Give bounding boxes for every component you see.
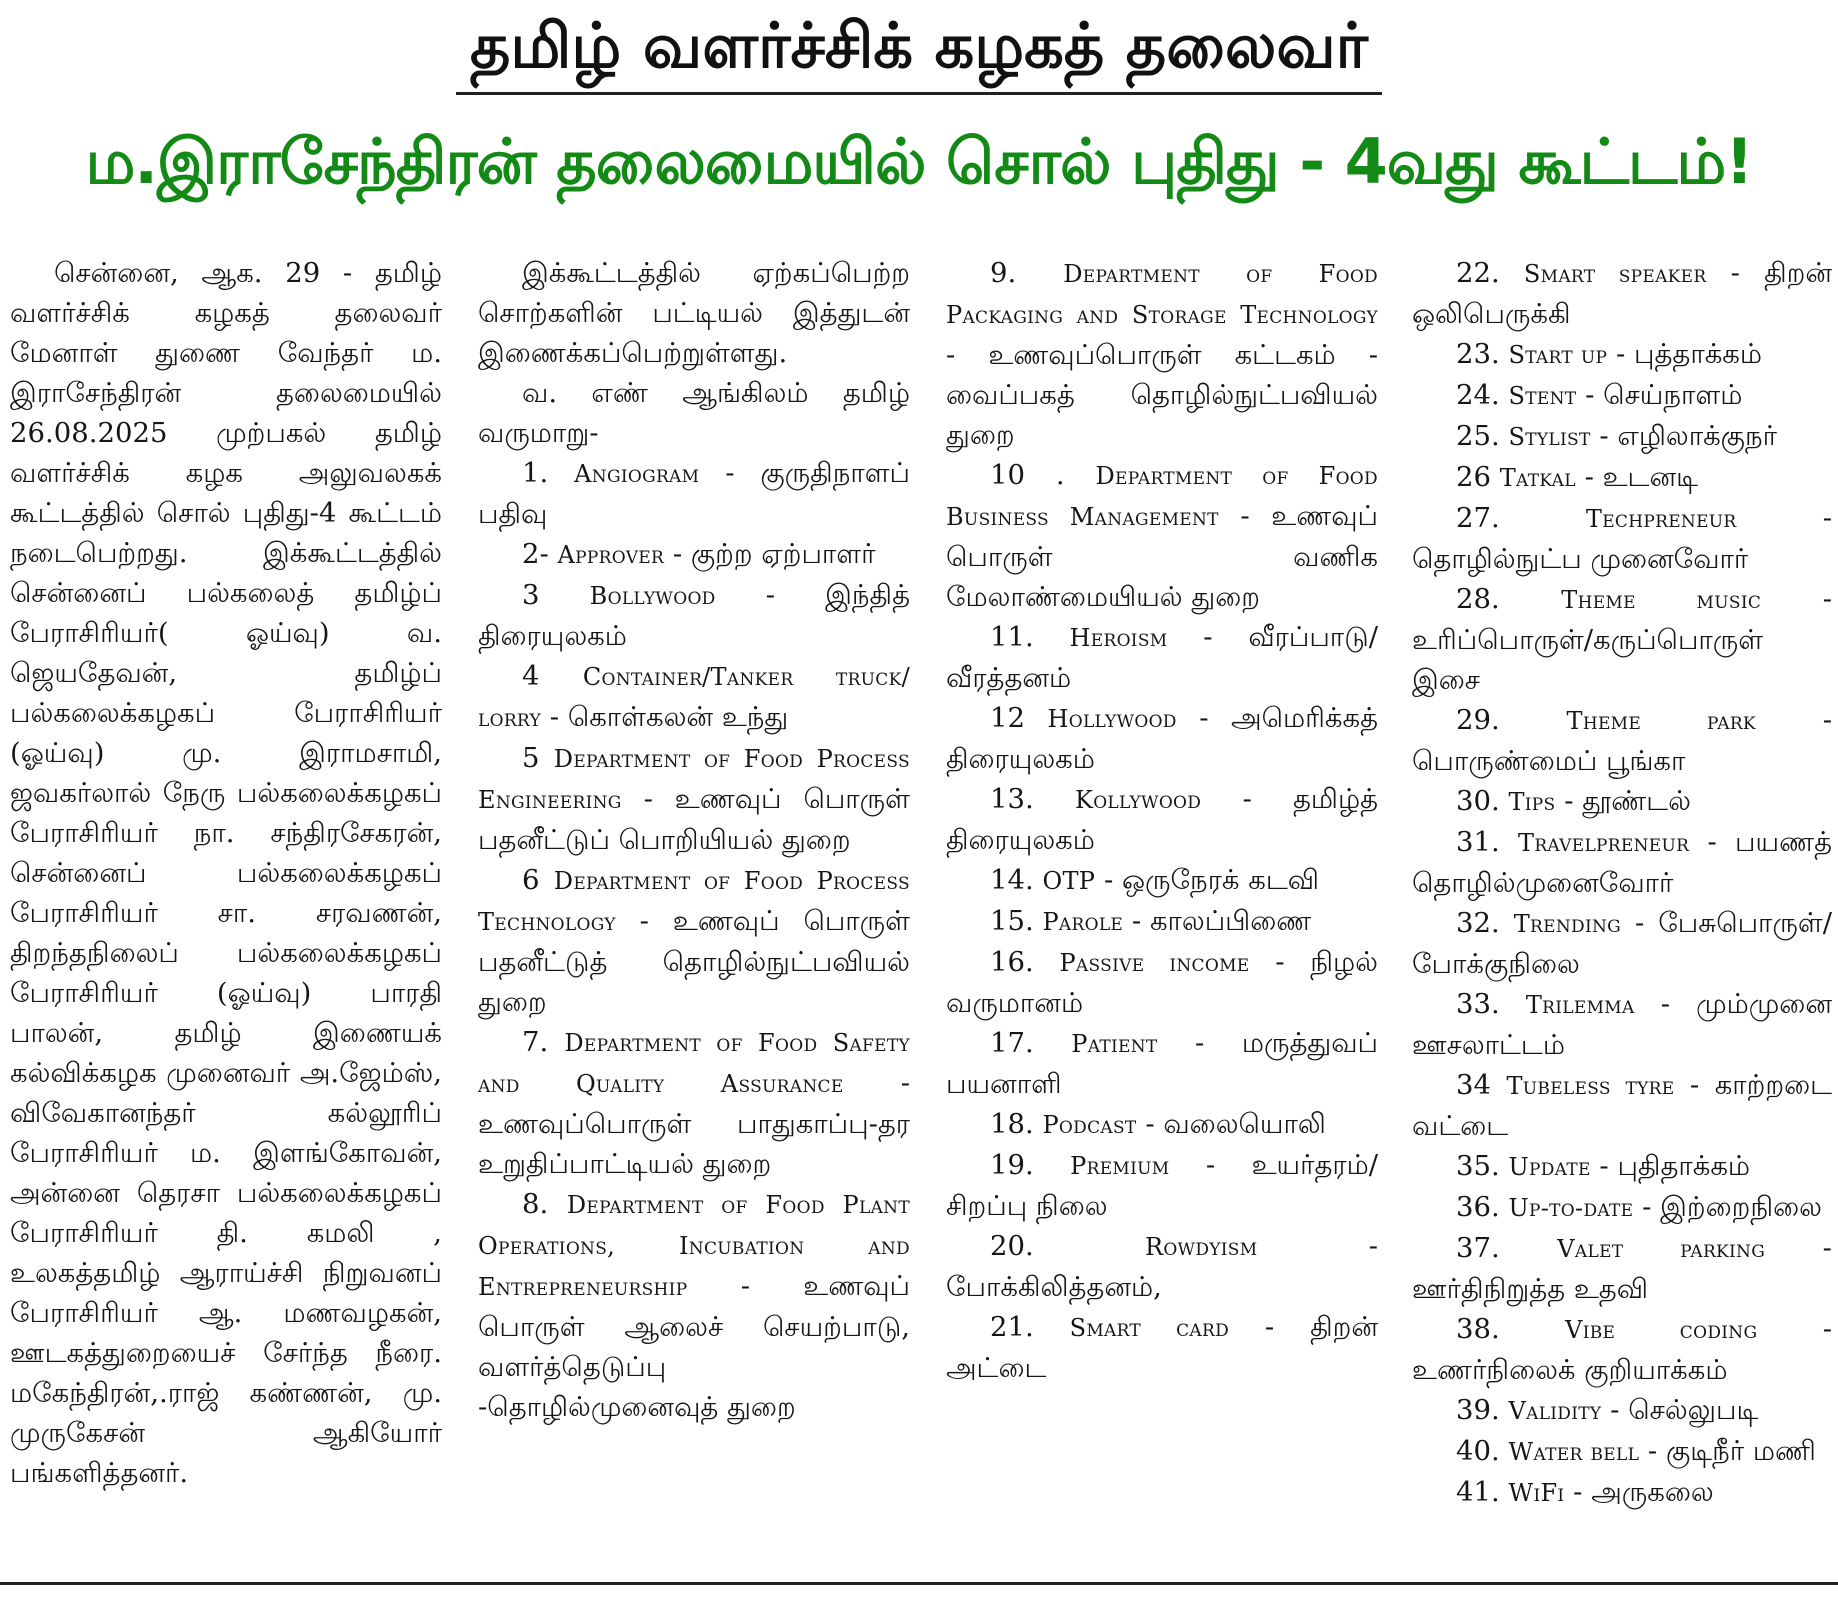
glossary-item: 19. Premium - உயர்தரம்/ சிறப்பு நிலை <box>946 1149 1378 1222</box>
glossary-item: 30. Tips - தூண்டல் <box>1456 785 1691 817</box>
glossary-item: 27. Techpreneur - தொழில்நுட்ப முனைவோர் <box>1412 502 1832 575</box>
body-paragraph-list-intro: இக்கூட்டத்தில் ஏற்கப்பெற்ற சொற்களின் பட்டியல் இத்துடன் இணைக்கப்பெற்றுள்ளது. <box>478 257 910 369</box>
glossary-item: 10 . Department of Food Business Management - உணவுப் பொருள் வணிக மேலாண்மையியல் துறை <box>946 459 1378 613</box>
glossary-item: 2- Approver - குற்ற ஏற்பாளர் <box>522 538 876 570</box>
glossary-item: 15. Parole - காலப்பிணை <box>990 905 1312 937</box>
glossary-item: 24. Stent - செய்நாளம் <box>1456 379 1743 411</box>
glossary-item: 25. Stylist - எழிலாக்குநர் <box>1456 420 1777 452</box>
glossary-item: 23. Start up - புத்தாக்கம் <box>1456 338 1762 370</box>
glossary-item: 21. Smart card - திறன் அட்டை <box>946 1311 1378 1384</box>
glossary-item: 3 Bollywood - இந்தித் திரையுலகம் <box>478 579 910 652</box>
glossary-item: 8. Department of Food Plant Operations, Incubation and Entrepreneurship - உணவுப் பொருள் ஆலைச் செயற்பாடு, வளர்த்தெடுப்பு -தொழில்முனைவுத் துறை <box>478 1188 910 1423</box>
glossary-item: 41. WiFi - அருகலை <box>1456 1476 1714 1508</box>
bottom-rule <box>0 1582 1838 1585</box>
column-2 <box>478 253 910 1563</box>
glossary-item: 12 Hollywood - அமெரிக்கத் திரையுலகம் <box>946 702 1378 775</box>
glossary-item: 13. Kollywood - தமிழ்த் திரையுலகம் <box>946 783 1378 856</box>
glossary-item: 32. Trending - பேசுபொருள்/போக்குநிலை <box>1412 907 1832 980</box>
glossary-item: 20. Rowdyism - போக்கிலித்தனம், <box>946 1230 1378 1303</box>
kicker-text: தமிழ் வளர்ச்சிக் கழகத் தலைவர் <box>456 4 1382 95</box>
headline: ம.இராசேந்திரன் தலைமையில் சொல் புதிது - 4வது கூட்டம்! <box>85 125 1753 198</box>
kicker <box>0 4 1838 95</box>
column-4 <box>1412 253 1832 1563</box>
glossary-item: 36. Up-to-date - இற்றைநிலை <box>1456 1191 1822 1223</box>
column-3 <box>946 253 1378 1563</box>
column-1 <box>10 253 442 1563</box>
body-paragraph-intro: சென்னை, ஆக. 29 - தமிழ் வளர்ச்சிக் கழகத் தலைவர் மேனாள் துணை வேந்தர் ம. இராசேந்திரன் தலைமையில் 26.08.2025 முற்பகல் தமிழ் வளர்ச்சிக் கழக அலுவலகக் கூட்டத்தில் சொல் புதிது-4 கூட்டம் நடைபெற்றது. இக்கூட்டத்தில் சென்னைப் பல்கலைத் தமிழ்ப் பேராசிரியர்( ஓய்வு) வ. ஜெயதேவன், தமிழ்ப் பல்கலைக்கழகப் பேராசிரியர் (ஓய்வு) மு. இராமசாமி, ஜவகர்லால் நேரு பல்கலைக்கழகப் பேராசிரியர் நா. சந்திரசேகரன், சென்னைப் பல்கலைக்கழகப் பேராசிரியர் சா. சரவணன், திறந்தநிலைப் பல்கலைக்கழகப் பேராசிரியர் (ஓய்வு) பாரதி பாலன், தமிழ் இணையக் கல்விக்கழக முனைவர் அ.ஜேம்ஸ், விவேகானந்தர் கல்லூரிப் பேராசிரியர் ம. இளங்கோவன், அன்னை தெரசா பல்கலைக்கழகப் பேராசிரியர் தி. கமலி , உலகத்தமிழ் ஆராய்ச்சி நிறுவனப் பேராசிரியர் ஆ. மணவழகன், ஊடகத்துறையைச் சேர்ந்த நீரை. மகேந்திரன்,.ராஜ் கண்ணன், மு. முருகேசன் ஆகியோர் பங்களித்தனர். <box>10 257 442 1489</box>
glossary-item: 26 Tatkal - உடனடி <box>1456 461 1698 493</box>
glossary-item: 33. Trilemma - மும்முனை ஊசலாட்டம் <box>1412 988 1832 1061</box>
glossary-item: 1. Angiogram - குருதிநாளப் பதிவு <box>478 457 910 530</box>
glossary-item: 31. Travelpreneur - பயணத் தொழில்முனைவோர் <box>1412 826 1832 899</box>
glossary-item: 9. Department of Food Packaging and Storage Technology - உணவுப்பொருள் கட்டகம் - வைப்பகத் தொழில்நுட்பவியல் துறை <box>946 257 1378 451</box>
glossary-item: 6 Department of Food Process Technology - உணவுப் பொருள் பதனீட்டுத் தொழில்நுட்பவியல் துறை <box>478 864 910 1018</box>
body-paragraph-list-header: வ. எண் ஆங்கிலம் தமிழ் வருமாறு- <box>478 377 910 449</box>
glossary-item: 5 Department of Food Process Engineering - உணவுப் பொருள் பதனீட்டுப் பொறியியல் துறை <box>478 742 910 856</box>
glossary-item: 37. Valet parking - ஊர்திநிறுத்த உதவி <box>1412 1232 1832 1305</box>
glossary-item: 17. Patient - மருத்துவப் பயனாளி <box>946 1027 1378 1100</box>
glossary-item: 14. OTP - ஒருநேரக் கடவி <box>990 864 1319 896</box>
glossary-item: 18. Podcast - வலையொலி <box>990 1108 1326 1140</box>
glossary-item: 4 Container/Tanker truck/ lorry - கொள்கலன் உந்து <box>478 660 910 733</box>
glossary-item: 39. Validity - செல்லுபடி <box>1456 1394 1759 1426</box>
glossary-item: 16. Passive income - நிழல் வருமானம் <box>946 946 1378 1019</box>
glossary-item: 22. Smart speaker - திறன் ஒலிபெருக்கி <box>1412 257 1832 330</box>
glossary-item: 28. Theme music - உரிப்பொருள்/கருப்பொருள் இசை <box>1412 583 1832 696</box>
glossary-item: 7. Department of Food Safety and Quality Assurance - உணவுப்பொருள் பாதுகாப்பு-தர உறுதிப்பாட்டியல் துறை <box>478 1026 910 1180</box>
glossary-item: 34 Tubeless tyre - காற்றடை வட்டை <box>1412 1069 1832 1142</box>
glossary-item: 40. Water bell - குடிநீர் மணி <box>1456 1435 1816 1467</box>
glossary-item: 29. Theme park - பொருண்மைப் பூங்கா <box>1412 704 1832 777</box>
glossary-item: 38. Vibe coding - உணர்நிலைக் குறியாக்கம் <box>1412 1313 1832 1386</box>
glossary-item: 35. Update - புதிதாக்கம் <box>1456 1150 1751 1182</box>
glossary-item: 11. Heroism - வீரப்பாடு/ வீரத்தனம் <box>946 621 1378 694</box>
